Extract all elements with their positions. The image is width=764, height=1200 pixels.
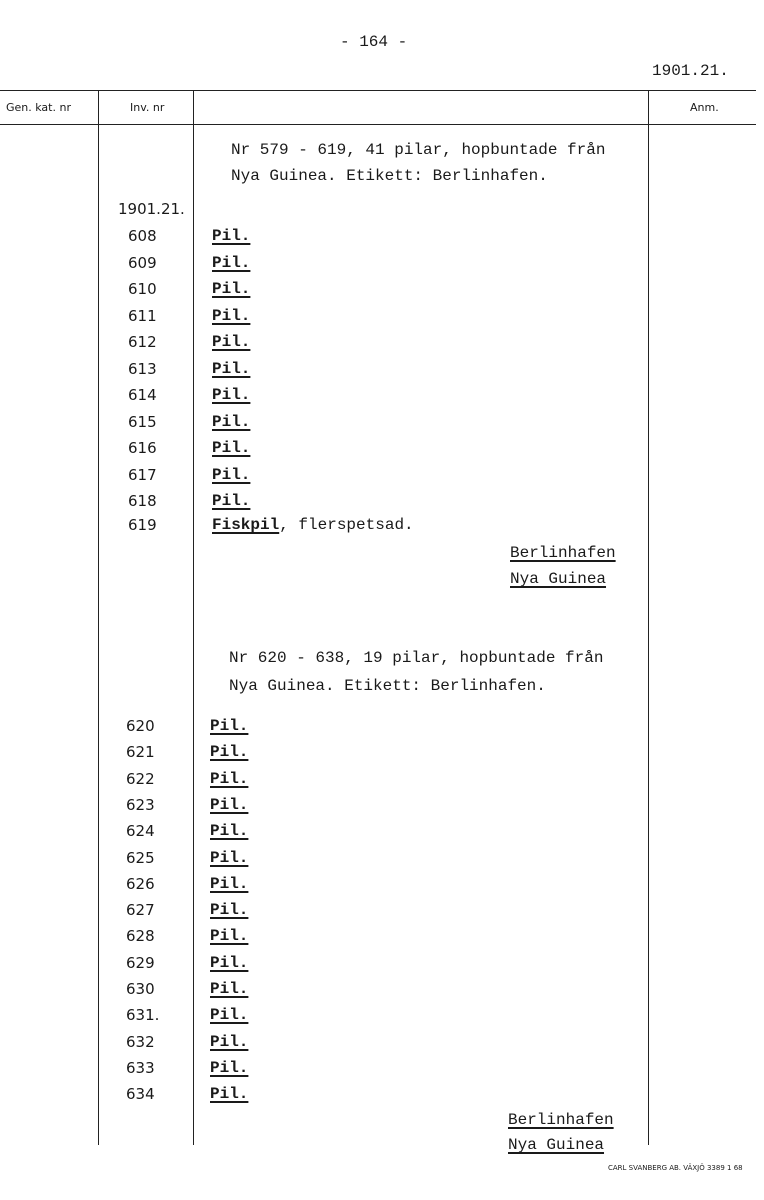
item-description: Pil. xyxy=(212,227,251,245)
item-description: Pil. xyxy=(212,280,251,298)
item-description: Pil. xyxy=(210,795,249,814)
item-number: 619 xyxy=(128,516,157,534)
item-description: Pil. xyxy=(210,743,249,762)
item-number: 609 xyxy=(128,253,157,272)
page-number: - 164 - xyxy=(340,33,408,51)
item-number: 623 xyxy=(126,795,155,814)
item-number: 608 xyxy=(128,227,157,245)
item-description: Pil. xyxy=(212,333,251,351)
column-divider-anm xyxy=(648,90,649,1145)
item-number: 624 xyxy=(126,822,155,841)
item-number: 614 xyxy=(128,386,157,404)
item-description: Pil. xyxy=(212,306,251,325)
group1-place-berlinhafen: Berlinhafen xyxy=(510,544,616,562)
group2-heading-line2: Nya Guinea. Etikett: Berlinhafen. xyxy=(229,677,546,695)
column-header-gen: Gen. kat. nr xyxy=(6,101,71,114)
item-description: Pil. xyxy=(210,874,249,893)
column-header-inv: Inv. nr xyxy=(130,101,165,114)
printer-imprint: CARL SVANBERG AB. VÄXJÖ 3389 1 68 xyxy=(608,1164,743,1172)
header-bottom-rule xyxy=(0,124,756,125)
header-top-rule xyxy=(0,90,756,91)
group2-place-nya-guinea: Nya Guinea xyxy=(508,1136,605,1154)
item-description: Pil. xyxy=(210,901,249,920)
item-number: 620 xyxy=(126,717,155,735)
item-number: 616 xyxy=(128,439,157,457)
item-number: 617 xyxy=(128,465,157,484)
item-number: 610 xyxy=(128,280,157,298)
item-description: Pil. xyxy=(210,980,249,998)
item-number: 618 xyxy=(128,492,157,510)
item-description-object: Fiskpil xyxy=(212,516,280,534)
group1-place-nya-guinea: Nya Guinea xyxy=(510,570,607,588)
item-description: Pil. xyxy=(210,1006,249,1025)
item-number: 611 xyxy=(128,306,157,325)
item-description-rest: , flerspetsad. xyxy=(279,516,414,534)
column-header-anm: Anm. xyxy=(690,101,719,114)
group1-accession-label: 1901.21. xyxy=(118,200,185,218)
item-description: Pil. xyxy=(212,465,251,484)
item-number: 630 xyxy=(126,980,155,998)
item-number: 613 xyxy=(128,359,157,378)
column-divider-gen xyxy=(98,90,99,1145)
item-description: Pil. xyxy=(210,953,249,972)
item-description: Pil. xyxy=(212,386,251,404)
item-description: Pil. xyxy=(210,822,249,841)
item-description: Pil. xyxy=(212,412,251,431)
column-divider-inv xyxy=(193,90,194,1145)
item-description: Pil. xyxy=(210,1032,249,1051)
group1-heading-line1: Nr 579 - 619, 41 pilar, hopbuntade från xyxy=(231,141,606,159)
item-description: Pil. xyxy=(210,1058,249,1077)
item-description xyxy=(212,516,414,534)
item-number: 612 xyxy=(128,333,157,351)
group1-heading-line2: Nya Guinea. Etikett: Berlinhafen. xyxy=(231,167,548,185)
item-number: 626 xyxy=(126,874,155,893)
item-description: Pil. xyxy=(210,927,249,946)
item-description: Pil. xyxy=(210,1085,249,1104)
item-number: 629 xyxy=(126,953,155,972)
item-number: 632 xyxy=(126,1032,155,1051)
item-description: Pil. xyxy=(212,439,251,457)
accession-number: 1901.21. xyxy=(652,62,729,80)
item-number: 627 xyxy=(126,901,155,920)
item-description: Pil. xyxy=(210,717,249,735)
group2-heading-line1: Nr 620 - 638, 19 pilar, hopbuntade från xyxy=(229,649,604,667)
item-number: 621 xyxy=(126,743,155,762)
item-description: Pil. xyxy=(212,253,251,272)
item-number: 633 xyxy=(126,1058,155,1077)
item-description: Pil. xyxy=(210,769,249,788)
item-number: 628 xyxy=(126,927,155,946)
group2-place-berlinhafen: Berlinhafen xyxy=(508,1111,614,1129)
item-number: 625 xyxy=(126,848,155,867)
item-number: 631. xyxy=(126,1006,160,1025)
item-description: Pil. xyxy=(212,359,251,378)
item-description: Pil. xyxy=(210,848,249,867)
item-number: 615 xyxy=(128,412,157,431)
item-number: 622 xyxy=(126,769,155,788)
item-description: Pil. xyxy=(212,492,251,510)
item-number: 634 xyxy=(126,1085,155,1104)
